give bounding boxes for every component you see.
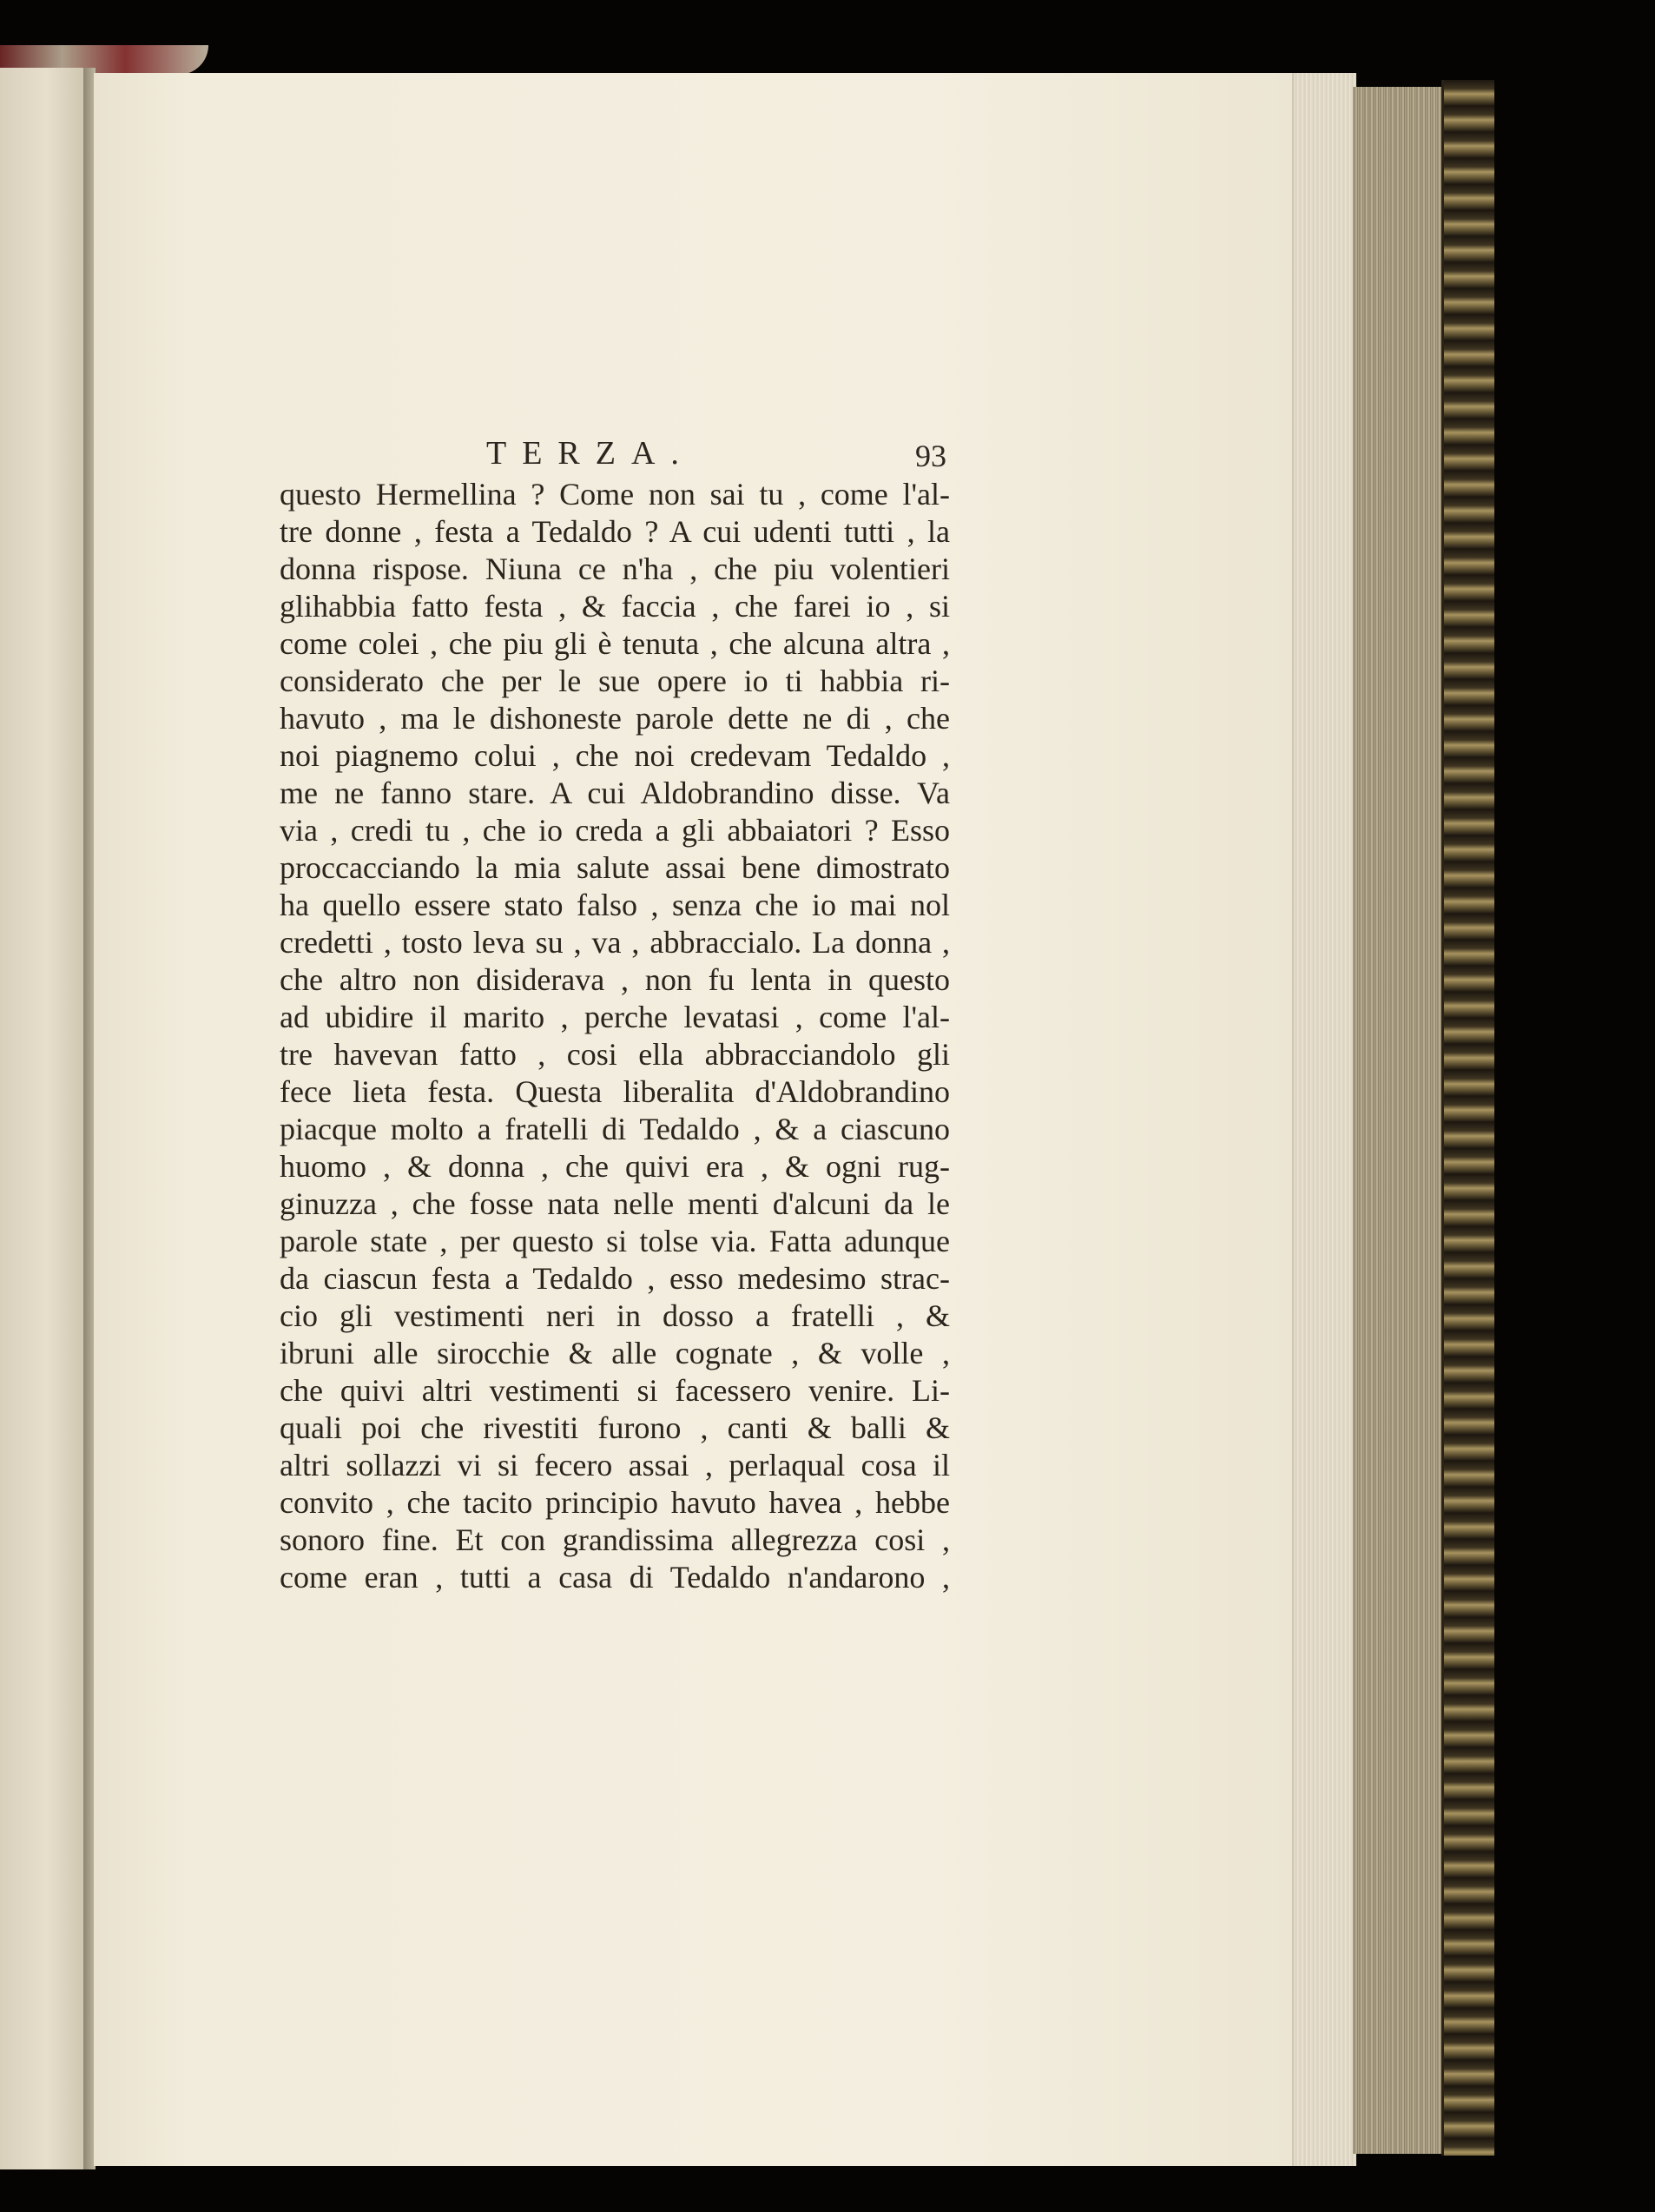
text-line: considerato che per le sue opere io ti habbia ri- — [280, 664, 950, 698]
text-line: fece lieta festa. Questa liberalita d'Aldobrandino — [280, 1074, 950, 1109]
text-line: sonoro fine. Et con grandissima allegrezza cosi , — [280, 1522, 950, 1557]
text-line: come colei , che piu gli è tenuta , che alcuna altra , — [280, 626, 950, 661]
text-line: me ne fanno stare. A cui Aldobrandino disse. Va — [280, 776, 950, 810]
text-line: questo Hermellina ? Come non sai tu , come l'al- — [280, 477, 950, 512]
text-line: glihabbia fatto festa , & faccia , che farei io , si — [280, 589, 950, 624]
text-line: ha quello essere stato falso , senza che io mai nol — [280, 888, 950, 922]
gilt-fore-edge — [1353, 87, 1443, 2154]
text-line: donna rispose. Niuna ce n'ha , che piu volentieri — [280, 551, 950, 586]
page-block-edges — [1292, 73, 1356, 2166]
text-line: convito , che tacito principio havuto havea , hebbe — [280, 1485, 950, 1520]
text-line: che altro non disiderava , non fu lenta in questo — [280, 962, 950, 997]
text-line: proccacciando la mia salute assai bene dimostrato — [280, 850, 950, 885]
text-line: come eran , tutti a casa di Tedaldo n'andarono , — [280, 1560, 950, 1595]
running-title: TERZA. — [486, 435, 695, 472]
text-line: tre havevan fatto , cosi ella abbracciandolo gli — [280, 1037, 950, 1072]
text-line: altri sollazzi vi si fecero assai , perlaqual cosa il — [280, 1448, 950, 1482]
text-line: piacque molto a fratelli di Tedaldo , & a ciascuno — [280, 1112, 950, 1146]
text-line: havuto , ma le dishoneste parole dette ne di , che — [280, 701, 950, 736]
text-line: ginuzza , che fosse nata nelle menti d'alcuni da le — [280, 1186, 950, 1221]
text-line: huomo , & donna , che quivi era , & ogni rug- — [280, 1149, 950, 1184]
text-line: via , credi tu , che io creda a gli abbaiatori ? Esso — [280, 813, 950, 848]
decorated-spine — [1441, 80, 1494, 2156]
text-line: noi piagnemo colui , che noi credevam Tedaldo , — [280, 738, 950, 773]
page-number: 93 — [915, 439, 946, 473]
text-line: ad ubidire il marito , perche levatasi , come l'al- — [280, 1000, 950, 1034]
text-line: che quivi altri vestimenti si facessero venire. Li- — [280, 1373, 950, 1408]
text-line: quali poi che rivestiti furono , canti & balli & — [280, 1410, 950, 1445]
text-line: ibruni alle sirocchie & alle cognate , & volle , — [280, 1336, 950, 1370]
text-line: tre donne , festa a Tedaldo ? A cui udenti tutti , la — [280, 514, 950, 549]
text-block — [280, 476, 950, 1596]
previous-page-edge — [0, 68, 87, 2169]
text-line: cio gli vestimenti neri in dosso a fratelli , & — [280, 1298, 950, 1333]
text-line: parole state , per questo si tolse via. Fatta adunque — [280, 1224, 950, 1258]
text-line: credetti , tosto leva su , va , abbraccialo. La donna , — [280, 925, 950, 960]
text-line: da ciascun festa a Tedaldo , esso medesimo strac- — [280, 1261, 950, 1296]
